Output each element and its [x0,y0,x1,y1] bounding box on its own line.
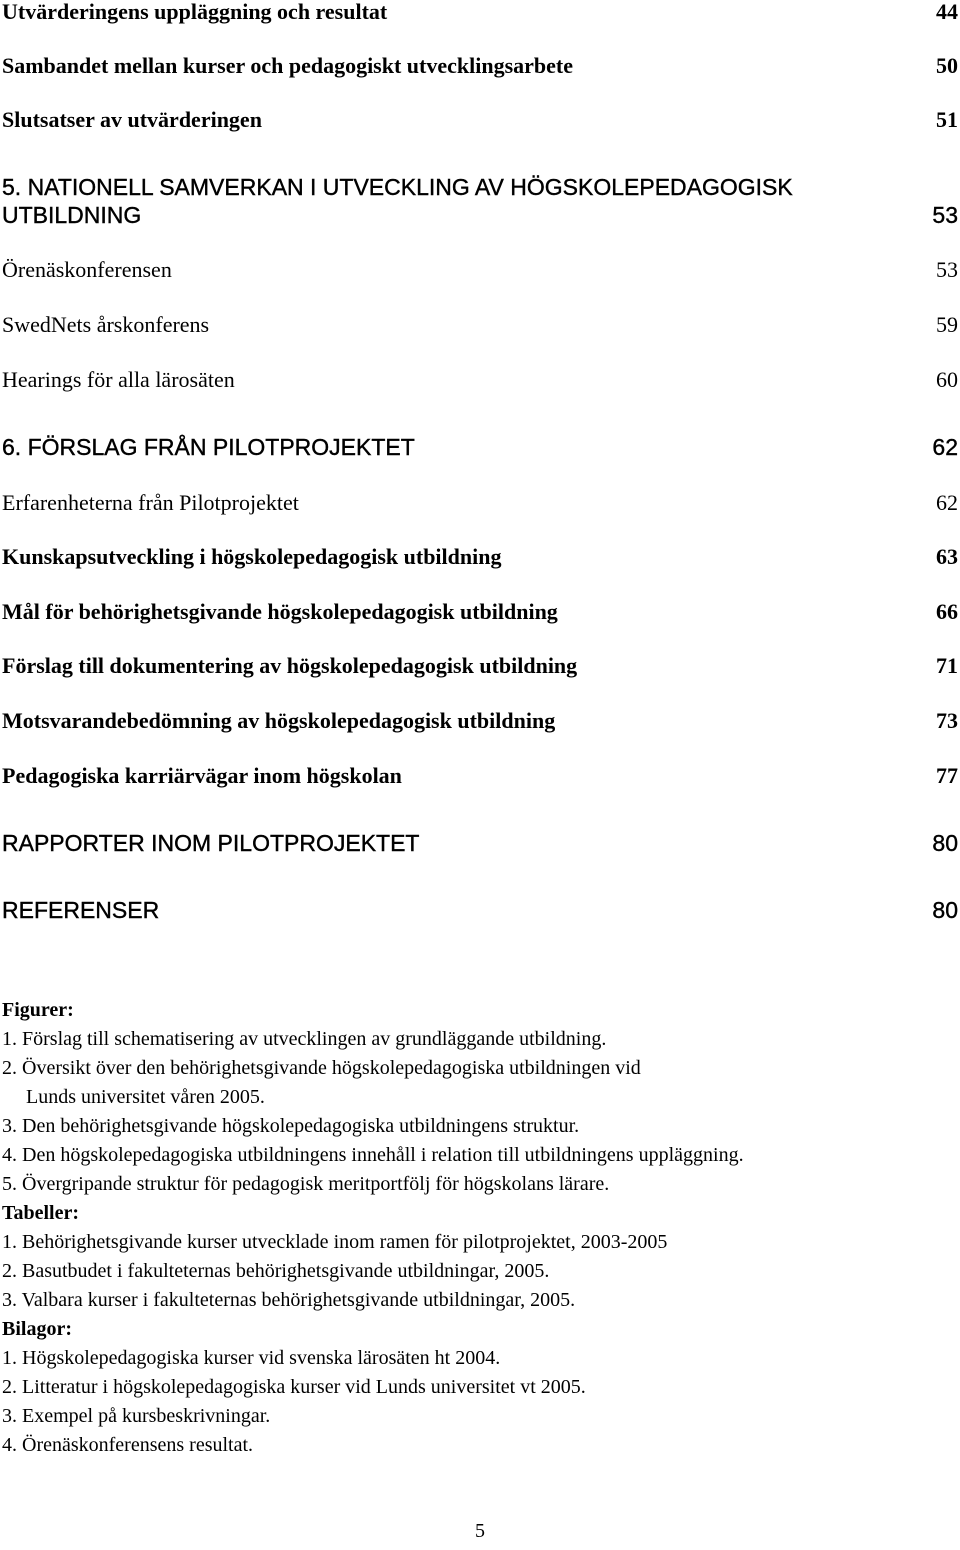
toc-entry-title: Pedagogiska karriärvägar inom högskolan [2,763,402,788]
appendix-item: 2. Litteratur i högskolepedagogiska kurser vid Lunds universitet vt 2005. [2,1376,586,1398]
toc-entry-page: 73 [936,708,958,733]
toc-entry[interactable] [0,704,960,738]
toc-entry[interactable] [0,49,960,83]
toc-entry[interactable] [0,363,960,397]
toc-entry[interactable] [0,595,960,629]
toc-entry[interactable] [0,649,960,683]
toc-entry[interactable] [0,0,960,29]
toc-entry[interactable] [0,253,960,287]
toc-entry-title: Mål för behörighetsgivande högskolepedagogisk utbildning [2,599,558,624]
table-item: 3. Valbara kurser i fakulteternas behörighetsgivande utbildningar, 2005. [2,1289,576,1311]
figure-item: 4. Den högskolepedagogiska utbildningens innehåll i relation till utbildningens uppläggning. [2,1144,744,1166]
toc-entry-page: 51 [936,107,958,132]
toc-entry-page: 71 [936,653,958,678]
toc-entry-title: Slutsatser av utvärderingen [2,107,262,132]
toc-entry-page: 53 [932,202,958,228]
figure-item-continuation: Lunds universitet våren 2005. [26,1086,265,1108]
figure-item: 5. Övergripande struktur för pedagogisk meritportfölj för högskolans lärare. [2,1173,610,1195]
toc-section-references[interactable] [0,893,960,927]
tables-heading: Tabeller: [2,1202,80,1224]
toc-chapter-title: REFERENSER [2,897,160,923]
toc-entry[interactable] [0,486,960,520]
toc-entry-page: 80 [932,897,958,923]
table-item: 2. Basutbudet i fakulteternas behörighetsgivande utbildningar, 2005. [2,1260,550,1282]
toc-entry-page: 63 [936,544,958,569]
toc-entry-title: Förslag till dokumentering av högskolepedagogisk utbildning [2,653,578,678]
toc-chapter-title: RAPPORTER INOM PILOTPROJEKTET [2,830,420,856]
toc-entry[interactable] [0,759,960,793]
toc-section-reports[interactable] [0,826,960,860]
toc-entry-title: Utvärderingens uppläggning och resultat [2,0,388,24]
toc-chapter-6[interactable] [0,430,960,464]
toc-entry[interactable] [0,103,960,137]
appendix-item: 3. Exempel på kursbeskrivningar. [2,1405,271,1427]
toc-chapter-title: 6. FÖRSLAG FRÅN PILOTPROJEKTET [2,434,415,460]
toc-entry-page: 80 [932,830,958,856]
toc-entry-title: Erfarenheterna från Pilotprojektet [2,490,299,515]
toc-entry-title: Kunskapsutveckling i högskolepedagogisk utbildning [2,544,502,569]
appendix-item: 1. Högskolepedagogiska kurser vid svenska lärosäten ht 2004. [2,1347,501,1369]
toc-entry-page: 77 [936,763,958,788]
toc-entry-title: Örenäskonferensen [2,257,172,282]
toc-entry-title: Hearings för alla lärosäten [2,367,235,392]
appendices-heading: Bilagor: [2,1318,72,1340]
toc-entry-page: 44 [936,0,958,24]
toc-entry-title: SwedNets årskonferens [2,312,210,337]
page-number: 5 [475,1520,485,1542]
toc-entry-page: 59 [936,312,958,337]
toc-entry[interactable] [0,540,960,574]
toc-entry-page: 62 [936,490,958,515]
toc-chapter-title-line2: UTBILDNING [2,202,142,228]
toc-entry-page: 62 [932,434,958,460]
toc-entry-page: 53 [936,257,958,282]
toc-entry-page: 66 [936,599,958,624]
figure-item: 3. Den behörighetsgivande högskolepedagogiska utbildningens struktur. [2,1115,580,1137]
table-item: 1. Behörighetsgivande kurser utvecklade inom ramen för pilotprojektet, 2003-2005 [2,1231,668,1253]
figure-item: 2. Översikt över den behörighetsgivande högskolepedagogiska utbildningen vid [2,1057,641,1079]
appendix-item: 4. Örenäskonferensens resultat. [2,1434,254,1456]
toc-entry[interactable] [0,308,960,342]
figure-item: 1. Förslag till schematisering av utvecklingen av grundläggande utbildning. [2,1028,607,1050]
toc-entry-title: Motsvarandebedömning av högskolepedagogisk utbildning [2,708,556,733]
toc-entry-title: Sambandet mellan kurser och pedagogiskt utvecklingsarbete [2,53,574,78]
toc-entry-page: 50 [936,53,958,78]
toc-chapter-5-cont[interactable] [0,198,960,232]
toc-chapter-title-line1: 5. NATIONELL SAMVERKAN I UTVECKLING AV HÖGSKOLEPEDAGOGISK [2,174,793,200]
toc-entry-page: 60 [936,367,958,392]
figures-heading: Figurer: [2,999,74,1021]
